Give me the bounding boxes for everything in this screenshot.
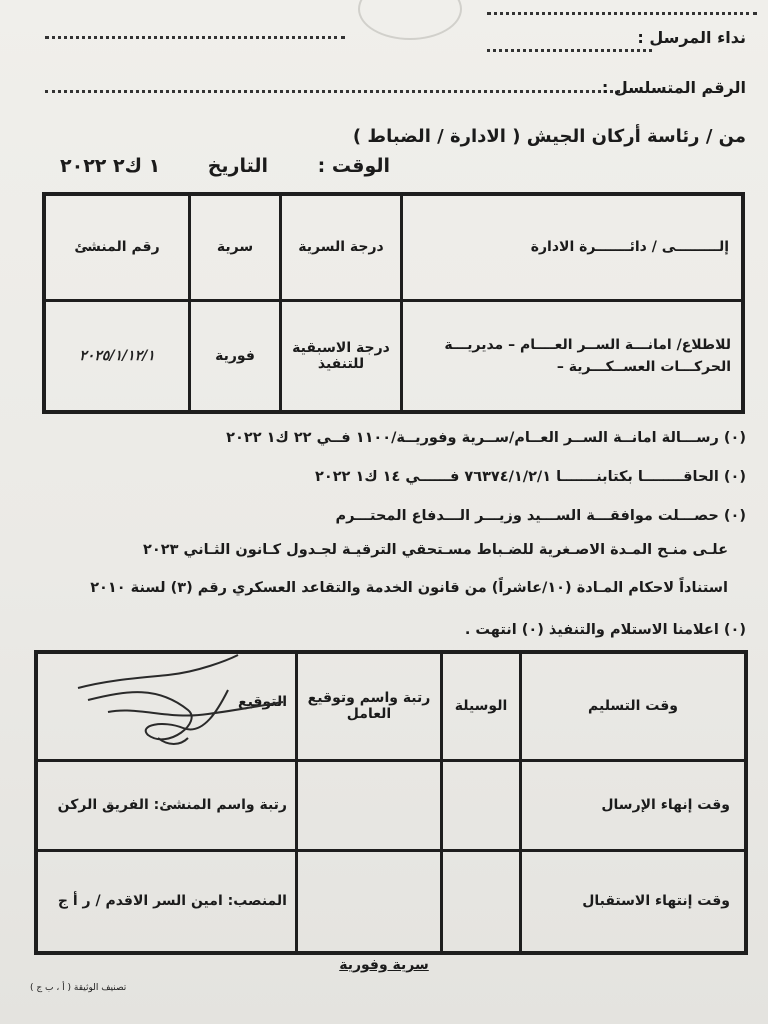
sender-call-label: نداء المرسل : [637,28,746,47]
send-end-time-label: وقت إنهاء الإرسال [521,760,747,850]
date-label: التاريخ [207,155,268,177]
footer-classification: سرية وفورية [339,957,429,973]
secrecy-value: سرية [190,194,281,300]
originator-rank-name: رتبة واسم المنشئ: الفريق الركن [36,760,297,850]
handwritten-signature [68,650,298,770]
originator-number: ٢٠٢٥/١/١٢/١ [44,300,190,412]
body-line: علـى منـح المـدة الاصـغرية للضـباط مسـتحقي الترقيـة لجـدول كـانون الثـاني ٢٠٢٣ [143,542,728,558]
receive-end-time-label: وقت إنتهاء الاستقبال [521,850,747,953]
time-label: الوقت : [317,155,390,177]
document-classification: تصنيف الوثيقة ( أ ، ب ج ) [30,983,127,993]
body-line: (٠) رســـالة امانــة الســر العــام/ســرية وفوريــة/١١٠٠ فــي ٢٢ ك١ ٢٠٢٢ [226,430,746,446]
means-header: الوسيلة [442,652,521,760]
priority-label: درجة الاسبقية للتنفيذ [281,300,402,412]
body-line: (٠) الحاقــــــــا بكتابنـــــــا ٧٦٣٧٤/١/٢/١ فــــــي ١٤ ك١ ٢٠٢٢ [315,469,746,485]
body-line: استناداً لاحكام المـادة (١٠/عاشراً) من قانون الخدمة والتقاعد العسكري رقم (٣) لسنة ٢٠١٠ [90,580,728,596]
priority-value: فورية [190,300,281,412]
body-line: (٠) اعلامنا الاستلام والتنفيذ (٠) انتهت . [464,622,746,638]
position-label: المنصب: امين السر الاقدم / ر أ ج [36,850,297,953]
dotted-line [45,90,620,93]
routing-table [42,192,745,414]
worker-rank-header: رتبة واسم وتوقيع العامل [297,652,442,760]
empty-cell [297,760,442,850]
originator-number-header: رقم المنشئ [44,194,190,300]
dotted-line [487,12,757,15]
body-line: (٠) حصـــلت موافقـــة الســـيد وزيـــر الـــدفاع المحتـــرم [335,508,746,524]
to-header: إلـــــــــى / دائـــــــرة الادارة [402,194,744,300]
date-value: ١ ك٢ ٢٠٢٢ [60,155,161,177]
empty-cell [297,850,442,953]
empty-cell [442,850,521,953]
dotted-line [487,49,652,52]
secrecy-degree-header: درجة السرية [281,194,402,300]
delivery-time-header: وقت التسليم [521,652,747,760]
signature-label: التوقيع [36,652,297,760]
from-line: من / رئاسة أركان الجيش ( الادارة / الضباط ) [352,126,746,147]
distribution-list: للاطلاع/ امانـــة الســر العــــام – مديريـــة الحركـــات العســكـــرية – [402,300,744,412]
empty-cell [442,760,521,850]
dotted-line [45,36,345,39]
serial-number-label: الرقم المتسلسل : [601,78,746,97]
